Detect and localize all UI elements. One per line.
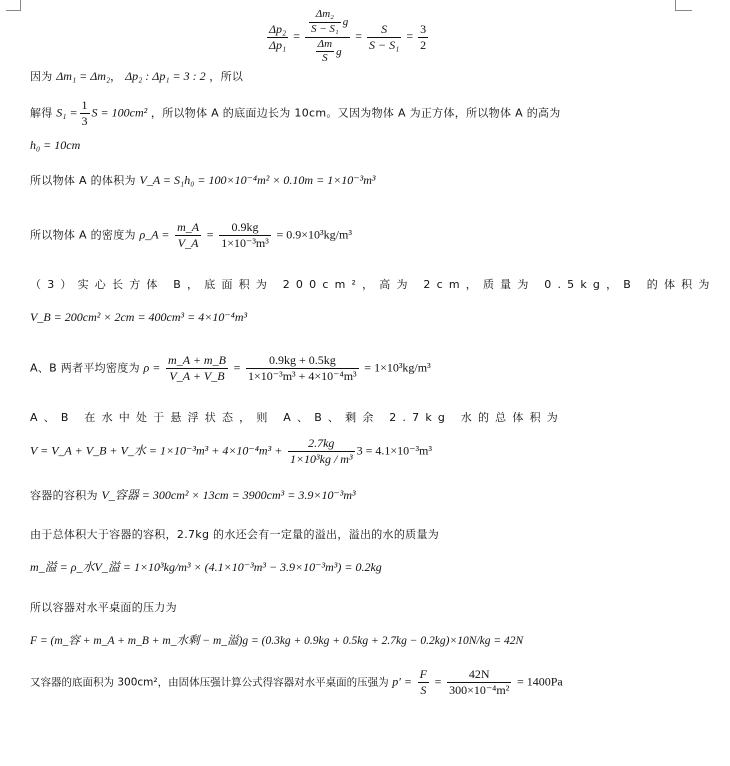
equals-sign: = [293, 28, 300, 43]
result-numerator: 3 [420, 21, 427, 36]
ratio-numerator: S [367, 22, 401, 38]
result-denominator: 2 [420, 37, 427, 52]
equals-sign: = [406, 28, 414, 43]
part3-line: （3）实心长方体 B，底面积为 200cm²，高为 2cm，质量为 0.5kg，B 的体积为 [30, 278, 716, 291]
force-line: F = (m_容 + m_A + m_B + m_水剩 − m_溢)g = (0.3kg + 0.9kg + 0.5kg + 2.7kg − 0.2kg)×10N/kg = 42N [30, 635, 524, 647]
g-symbol: g [336, 45, 342, 58]
lhs-numerator: Δp₂ [269, 21, 287, 36]
pressure-force-text: 所以容器对水平桌面的压力为 [30, 601, 177, 614]
crop-mark-top-right [675, 0, 692, 11]
lhs-denominator: Δp₁ [269, 37, 287, 52]
inner-numerator-top: Δm₂ [309, 8, 341, 23]
inner-denominator-bottom: S [322, 52, 328, 65]
overflow-line: 由于总体积大于容器的容积，2.7kg 的水还会有一定量的溢出，溢出的水的质量为 [30, 528, 440, 541]
crop-mark-top-left [6, 0, 21, 11]
height-line: h₀ = 10cm [30, 138, 81, 152]
pressure-ratio-equation [265, 8, 430, 66]
solve-line: 解得 S₁ = $\frac{1}{3}$ S = 100cm² ，所以物体 A 的底面边长为 10cm。又因为物体 A 为正方体，所以物体 A 的高为 [30, 98, 561, 128]
floating-line: A、B 在水中处于悬浮状态，则 A、B、剩余 2.7kg 水的总体积为 [30, 411, 564, 424]
vb-line: V_B = 200cm² × 2cm = 400cm³ = 4×10⁻⁴m³ [30, 310, 248, 324]
final-pressure-line: 又容器的底面积为 300cm²，由固体压强计算公式得容器对水平桌面的压强为 p′ = $\frac{F}{S}$ = $\frac{42N}{\text{300×10⁻⁴m²}}$ = 1400Pa [30, 667, 563, 697]
average-density-line: A、B 两者平均密度为 ρ = $\frac{m\_A + m\_B}{V\_A + V\_B}$ = $\frac{0.9kg + 0.5kg}{\text{1×10⁻³m³ + 4×10⁻⁴m³}}$ = 1×10³kg/m³ [30, 353, 431, 383]
overflow-mass-line: m_溢 = ρ_水V_溢 = 1×10³kg/m³ × (4.1×10⁻³m³ − 3.9×10⁻³m³) = 0.2kg [30, 560, 382, 574]
equals-sign: = [355, 28, 363, 43]
container-volume-line: 容器的容积为 V_容器 = 300cm² × 13cm = 3900cm³ = 3.9×10⁻³m³ [30, 488, 356, 502]
ratio-denominator: S − S₁ [369, 37, 400, 52]
density-line: 所以物体 A 的密度为 ρ_A = $\frac{m\_A}{V\_A}$ = $\frac{0.9kg}{\text{1×10⁻³m³}}$ = 0.9×10³kg/m³ [30, 220, 352, 250]
because-line: 因为 Δm₁ = Δm₂， Δp₂ : Δp₁ = 3 : 2 ，所以 [30, 69, 244, 83]
inner-numerator-bottom: S − S₁ [311, 22, 339, 35]
volume-line: 所以物体 A 的体积为 V_A = S₁h₀ = 100×10⁻⁴m² × 0.10m = 1×10⁻³m³ [30, 173, 376, 187]
total-volume-line: V = V_A + V_B + V_水 = 1×10⁻³m³ + 4×10⁻⁴m³ + $\frac{2.7kg}{\text{1×10³kg / m³}}$ 3 = 4.1×10⁻³m³ [30, 436, 432, 466]
inner-denominator-top: Δm [316, 38, 334, 53]
g-symbol: g [342, 15, 349, 28]
